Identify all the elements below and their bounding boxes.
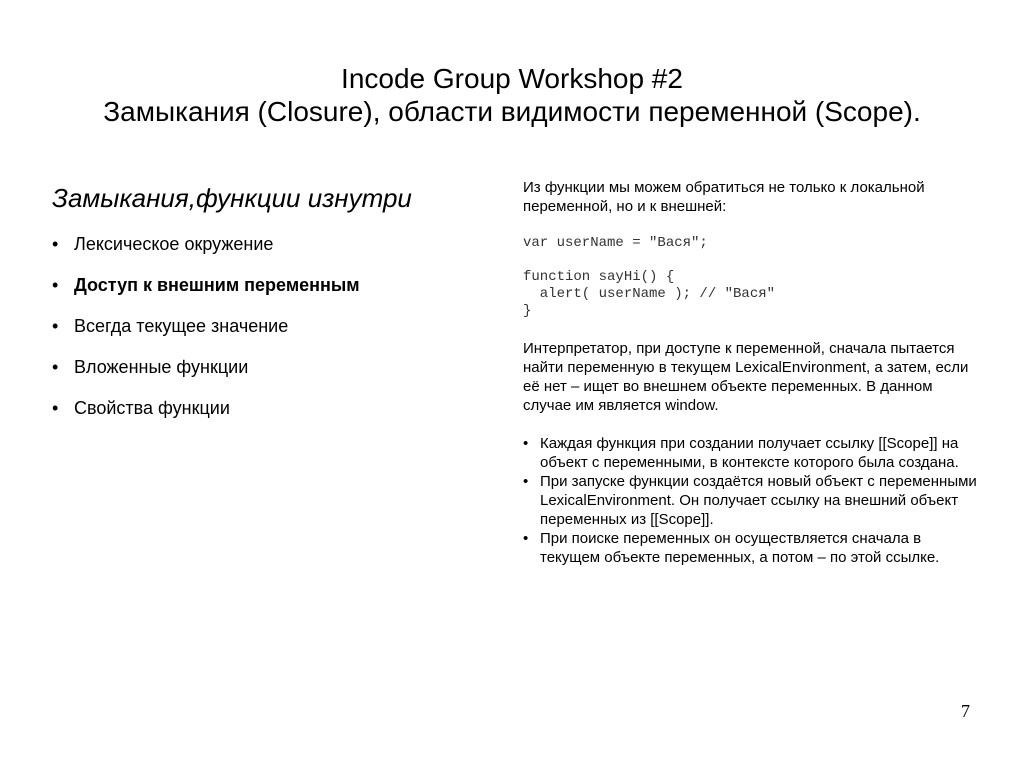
spacer (523, 320, 983, 339)
bullet-icon: • (52, 234, 59, 254)
bullet-icon: • (523, 530, 529, 547)
left-column (52, 180, 502, 437)
code-line: var userName = "Вася"; (523, 235, 708, 251)
code-line: } (523, 303, 532, 319)
list-item-label: Лексическое окружение (74, 234, 274, 254)
list-item-label: Всегда текущее значение (74, 316, 289, 336)
explanation-paragraph: Интерпретатор, при доступе к переменной, сначала пытается найти переменную в текущем LexicalEnvironment, а затем, если её нет – ищет во внешнем объекте переменных. В данном случае им является window. (523, 340, 969, 414)
point-text: Каждая функция при создании получает ссылку [[Scope]] на объект с переменными, в контексте которого была создана. (540, 435, 959, 471)
point-text: При запуске функции создаётся новый объект с переменными LexicalEnvironment. Он получает ссылку на внешний объект переменных из [[Scope]]. (540, 473, 977, 528)
code-line: function sayHi() { (523, 269, 675, 285)
code-block (523, 235, 983, 320)
slide-title-line2: Замыкания (Closure), области видимости переменной (Scope). (103, 96, 921, 127)
list-item (523, 472, 983, 529)
list-item (52, 232, 502, 256)
list-item (523, 529, 983, 567)
page-number: 7 (961, 701, 970, 721)
bullet-icon: • (523, 473, 529, 490)
list-item (52, 314, 502, 338)
list-item-highlighted (52, 273, 502, 297)
bullet-icon: • (52, 357, 59, 377)
list-item (52, 396, 502, 420)
bullet-icon: • (52, 275, 59, 295)
slide-title-line1: Incode Group Workshop #2 (341, 63, 683, 94)
list-item (523, 434, 983, 472)
points-list (523, 434, 983, 567)
spacer (523, 216, 983, 235)
intro-paragraph: Из функции мы можем обратиться не только к локальной переменной, но и к внешней: (523, 179, 925, 215)
section-heading: Замыкания,функции изнутри (52, 183, 412, 213)
list-item-label: Свойства функции (74, 398, 230, 418)
slide-title (0, 62, 1024, 128)
right-column (523, 178, 983, 567)
bullet-icon: • (52, 316, 59, 336)
list-item-label: Доступ к внешним переменным (74, 275, 360, 295)
bullet-icon: • (52, 398, 59, 418)
point-text: При поиске переменных он осуществляется сначала в текущем объекте переменных, а потом – по этой ссылке. (540, 530, 940, 566)
spacer (523, 415, 983, 434)
code-line: alert( userName ); // "Вася" (523, 286, 776, 302)
code-blank-line (523, 252, 983, 269)
bullet-icon: • (523, 435, 529, 452)
list-item-label: Вложенные функции (74, 357, 249, 377)
list-item (52, 355, 502, 379)
topic-list (52, 232, 502, 420)
